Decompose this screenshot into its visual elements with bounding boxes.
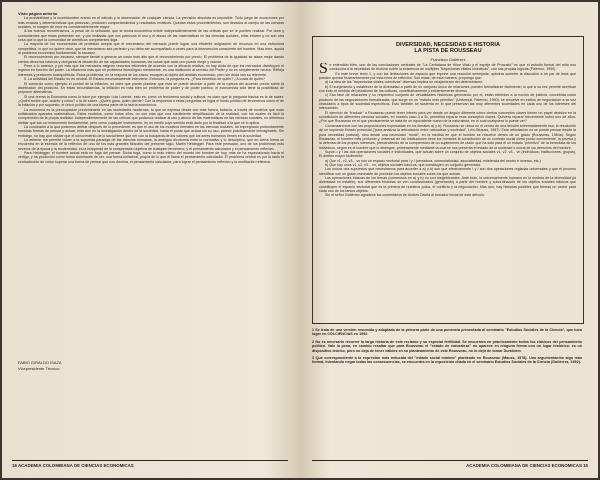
right-paragraph: Los únicos dos supuestos que necesitamos para acceder a a) y b) son que efectivamente I y I son dos operaciones regladas universales y que el proceso identificar con un grado razonable de precisión los objetos sociales sobre los que actúan. [319,167,576,176]
left-paragraph: El reconocimiento por escasez, siempre tiende a generar un costo más alto que el reconocimiento por precio. El problema de la igualdad se ataca mejor dando ciertos derechos básicos y otorgando al desarrollo de las capacidades humanas, las cosas que cada uno puede elegir y valorar. [18,55,284,64]
right-paragraph: a) La idea de las "trayectorias vitales colectivas" diversas implica un relajamiento del determinismo. [325,80,484,85]
left-paragraph: La probabilidad y la incertidumbre entran en el cálculo y la observación de cualquier ciencia. La previsión absoluta es imposible. Todo juego de ecuaciones por más exactas y determinísticas que parezcan, producen comportamientos y resultados erráticos. Quedan estos procedimientos, son llevados al campo de las ciencias sociales, el margen de error es considerablemente mayor. [18,16,284,30]
left-paragraph: 5. La actividad del Estado no es neutral. El Estado necesariamente interviene. Entonces, la pregunta es: ¿Para beneficio de quién? ¿A costa de quién? [24,77,265,82]
article-author: Francisco Gutiérrez [430,56,466,62]
left-footer: 16 ACADEMIA COLOMBIANA DE CIENCIAS ECONOMICAS [12,460,288,468]
left-paragraph: Para Heidegger, el hombre actual está en fuga del pensar. Dicha fuga, como lo más íntimo del mundo del hombre de hoy, más se ha especializado hacia el vértigo, y ha producido como forma dominante de ver, una forma unilateral, propia de lo que él llama el pensamiento calculador. El problema central es por lo tanto la contradicción de cómo superar una forma de pensar que nos domina, el pensamiento calculador, para lograr el pensamiento reflexivo y la meditación reflexiva. [18,151,284,164]
footnote [312,340,582,353]
right-paragraph: Las operaciones básicas de los ternas (consensos en a) y b) no son insignificantes. Ante todo, lo universalmente humano en la medida de la diversidad (la diversidad es estable), sus diferentes historias se ven condicionados (generando) a partir del hombre y subordinación de los objetos sociales básicos que constituyen el espacio vectorial que es la primera de nuestros polos, el conflicto y la negociación. Más aún, hay historias posibles que formas un vector para cada uno de los tantos objetos. [319,175,576,193]
section-title: Visto página anterior [18,12,58,16]
right-paragraph: b) Que hay unos v1, v2, v3... vn, objetos sociales básicos, que constituyen un conjunto generador. [325,162,482,167]
right-paragraph: c) Esa fase de relaciones y su respectivo conjunto de virtualidades históricas generando por el, están referidos a la noción de justicia, concebida como producto de las negociaciones formalizadas, que surge en un "estado más primitivo" (Universal, Palermo, 1990), se resuelve en estilos de negociación a su vez vinculados a tipos de sociedad específicos. Esto también se sustenta en lo que preservan las muy diferentes sociedades en cada uno de los intereses del intercambio. [319,93,576,111]
right-body-text [319,63,576,319]
signature-name: FABIO GIRALDO ISAZA [18,360,62,365]
footnote-text: No es necesario recorrer la larga historia de este reclamo y su especial fertilidad. Se encuentra en prácticamente todos los clásicos del pensamiento político. Vale la pena, en cambio resaltar que para Rousseau el "estado de naturaleza" no aparece en ninguna forma con un lugar histórico: es un dispositivo teórico, pero no deja de tener validez en su planteamiento de este Rousseau, no lo dejó de tomar Durkheim. [312,339,582,353]
book-spread [2,2,598,478]
signature-role: Vicepresidente Técnico [18,365,60,371]
left-paragraph: El comercio como ejemplo el control de la inflación, es claro que puede plantear que ésta se puede abordar a partir de la ruptura del acuerdo previo sobre la distribución del producto. En estas circunstancias, la inflación es más bien un problema de poder y de poder político, el economista sólo tiene la posibilidad de proponer alternativas. [18,81,284,95]
left-paragraph: La mayoría de los economistas de profesión acepta que el mecanismo del mercado puede lograr una eficiente asignación de recursos en una estructura competitiva, lo que no quiere decir, que tal mecanismo sea perfecto y no deba ser acompañado a veces para la intervención consciente del hombre. Más bien, ayuda al problema económico fundamental: la escasez. [18,42,284,56]
right-paragraph: En este breve texto 1, y con las limitaciones de espacio que impone una reacción semejante, quisiera someter la discusión a un par de tesis que pueden quedar frustrantemente por esta línea de reflexión. Son estas, de esta manera, propongo que: [319,71,576,81]
footnote-text: Se trata de una versión resumida y adaptada de la primera parte de una ponencia presentada al seminario "Estudios Sociales de la Ciencia", que tuvo lugar en COLCIENCIAS en 1992. [312,328,583,337]
left-paragraph: La conclusión a la que podemos arribar después de lo precedente, es que el uso de los modelos formales en las ciencias sociales, tal impregnado profundamente nuestras formas de pensar y actuar, más aún en la investigación dentro de la sociedad, hasta el punto que actuar sin su uso, parece prácticamente inimaginable. Sin embargo, no hay que olvidar que el conocimiento de lo social tiene que ver con la búsqueda de los valores que los seres humanos tienen en la sociedad. [18,124,284,138]
right-paragraph: El ejercicio de "traducir" a Rousseau puede tener interés para ver desde un ángulo diferente cómo ciertos conceptos claves tienen un papel decisivo en la constitución de diferentes ciencias sociales, en nuestro caso 4 a 4c, permitiría reparar esos conceptos claves. Quisiera reparar brevemente sobre uno de ellos: ¿Por qué Rousseau en el que precisamente se trata de un equivalente nuevo de la naturaleza, en el cual cualquiera lo puede ver? [319,110,576,124]
right-paragraph: Sin el señor Gutiérrez agradece los comentarios de Andrés Dávila al borrador inicial de este artículo. [325,193,486,198]
article-title-line1: DIVERSIDAD, NECESIDAD E HISTORIA [395,42,501,48]
footnote-text: Que correspondiente a la expresión más reducida del "estado social mínimo" planteado en Rousseau (Mauss, 1978). Una argumentación algo más formal, intentando negar todas las consecuencias, se encuentra en la exposición citada en el seminario Estudios Sociales de la Ciencia (Gutiérrez, 1992). [312,356,582,365]
left-paragraph: Lo anterior me permite volver a la supuesta paradoja de las ciencias humanas, la ambigua dicotomía entre lo normativo y lo descriptivo, que en cierta forma se encuentra en la esencia de la reflexión de uno de los más grandes filósofos del presente siglo, Martin Heidegger. Para este pensador, uno de los problemas más severos de la época y la modernidad, es la búsqueda de la comprensión objetiva de cualquier fenómeno, y el pensamiento calculador y el pensamiento reflexivo. [18,137,284,151]
right-paragraph-first: e entendido bien, uno de las conclusiones centrales de "La Cerbatana de Wine Walu y el espejo de Procusto" es que el estudio formal del mito nos conduciría a la necesidad de teorizar sobre la existencia de múltiples "trayectorias vitales colectivas", con sus propias lógicas (Palermo, 1990). [329,63,576,72]
left-paragraph: La economía es la preocupación predominante en las sociedades modernas, lo que se expresa desde con más fuerza, todavía, a través de modelos que usan sofisticados aparatos matemáticos. Estos modelos, como todos ellos, no son más que una insuficiente simplificación de la realidad, con los cuales es fácil la comprensión de la propia realidad. Independientemente de las críticas que podamos realizar al uso y abuso de las matemáticas en las ciencias sociales, no debemos olvidar que son un instrumento fundamental, pero como cualquier instrumento, es un medio cuyo sentido está dado por la finalidad a la que se lo aplica. [18,107,284,125]
left-paragraph: Si una crema la Economía como lo hace por ejemplo Luis Lorente, esto es, como un fenómeno social y cultural, es claro que la pregunta básica es la de saber: ¿Quién recibe qué, cuánto y cómo? o la de saber: ¿Quién gana, quién pierde? Con la respuesta a estas preguntas se logra el fondo político de fenómenos como el de la inflación y por supuesto, el único político de una buena parte de la teoría económica. [18,94,284,108]
right-paragraph: b) El surgimiento y establecer de la diversidad a partir de un conjunto único de relaciones pueden formalizarse fácilmente; lo que a su vez permite acentuar con éxito el sentido del pluralismo de las culturas, constitutivamente y evidentemente diverso. [319,84,576,94]
article-box [312,36,584,324]
left-paragraph: A los buenos recorreríamos, a pesar de lo señalado, que la teoría económica existe independientemente de las críticas que se le pueden realizar. Por dura y contundentes que éstas pretenden ser, y por limitadas que nos parezcan el uso y el abuso de las matemáticas en las ciencias sociales, ellas existen y no son otra cosa que lo que la comunidad de científicos competentes diga. [18,29,284,43]
right-paragraph: a) Que v1, v2, v3... vn son un espacio vectorial para I y I (cerradura, conmutatividad, asociatividad, existencia del neutro e inverso, etc.) [325,158,541,163]
footnote [312,356,582,365]
article-title-line2: LA PISTA DE ROUSSEAU [414,48,482,55]
footnote-number: 2 [312,339,316,344]
right-footer: ACADEMIA COLOMBIANA DE CIENCIAS ECONOMICAS 15 [312,460,588,468]
drop-cap: S [319,63,328,77]
left-body-text [18,12,284,352]
footnote-number: 1 [312,328,316,332]
footnotes [312,328,582,368]
article-header [313,37,583,62]
footnote-number: 3 [312,356,316,361]
right-paragraph: Comenzaremos con las proposiciones expresadas en los literales a) y b). Rousseau se ubica en el centro de una tensión extremadamente rica, la resolución de un supuesto Estado presocial ("para analizar la articulación entre naturaleza y sociedad", Lévi-Strauss, 1987). Esta articulación no se puede pensar desde la pura necesidad (natural), sino desde una necesidad "moral", en la medida en que el hombre se resuelve dentro de un grado (Rousseau, 1964a). Según Rousseau, el hombre más profundo y universal de las instituciones tiene los hombres la constitución de un contrato social cierto punto conveniente, la prueba y la defensa de los propios intereses, prescindiendo de la comprensión de un suplemento de razón que ha sido para él un estado "primitivo" de la inmediata de los individuos, según es el hombre que lo distingue, primeramente mediante la cual se nos presenta el estado de la sociedad o moral de los derechos del hombre. [319,123,576,150]
footnote [312,328,582,337]
right-page [300,2,598,478]
right-paragraph: Supón I y I las dos operaciones sociales e individuales, que actúan sobre un conjunto de objetos sociales v1, v2, v3... vn (individuos, instituciones, grupos). El ámbito mayor fácilmente: [319,149,576,159]
left-paragraph: Pese a lo anterior, y por más que los mercados asignen recursos eficientes de acuerdo con la eficacia relativa, no hay duda de que los mercados distribuyen el ingreso en función del poder. La eficiencia más que un problema tecnológico meramente, es una institución al servicio del Poder y no es simplemente neutra. Refleja intereses y presiones sociopolíticas. Estos problemas, en la mayoría de los casos, escapan al objeto del análisis económico, pero sin duda son su referente. [18,64,284,77]
left-page [2,2,300,478]
signature-block [18,360,62,371]
